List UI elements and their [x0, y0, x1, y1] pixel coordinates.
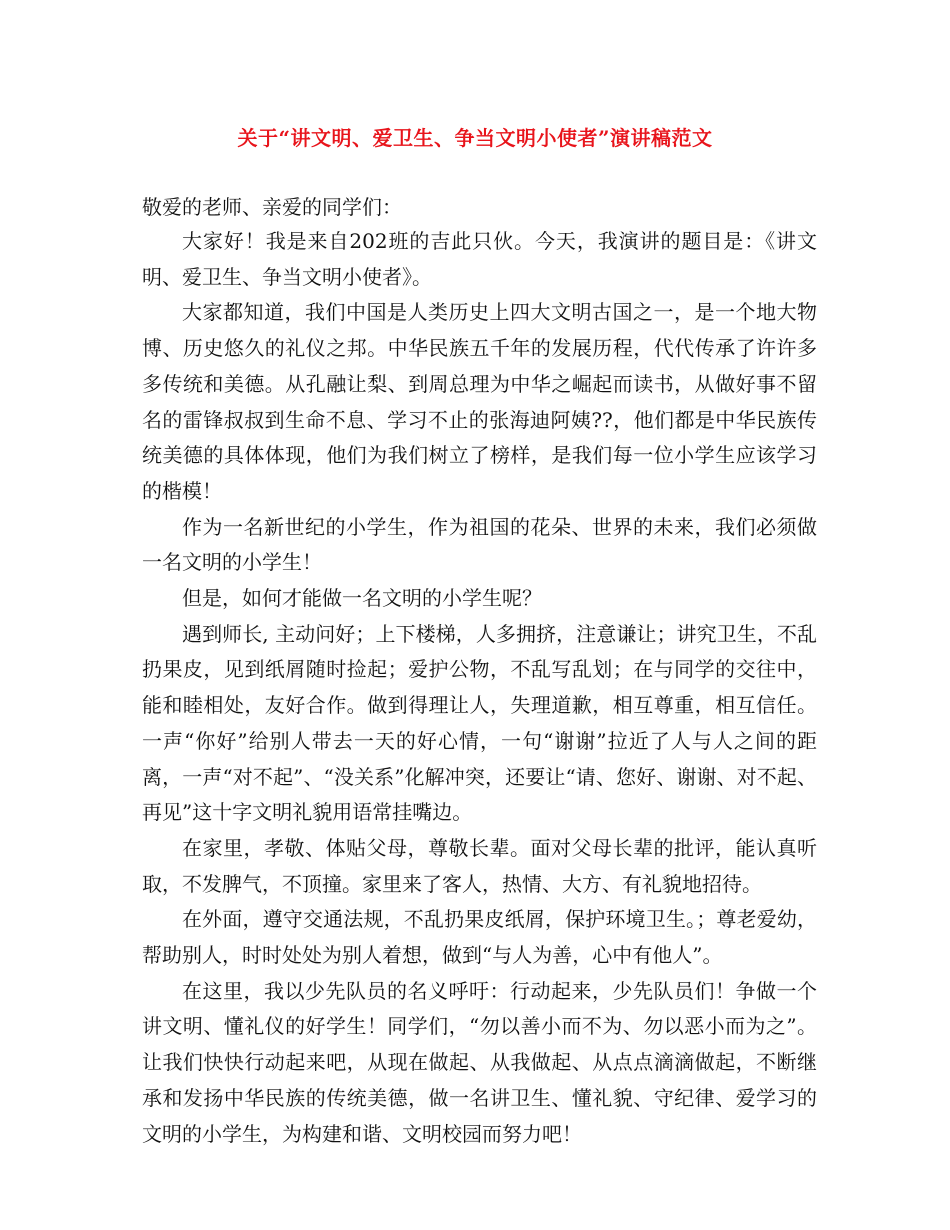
paragraph-civilization-history: 大家都知道，我们中国是人类历史上四大文明古国之一，是一个地大物博、历史悠久的礼仪之邦。中华民族五千年的发展历程，代代传承了许许多多传统和美德。从孔融让梨、到周总理为中华之崛起而读书，从做好事不留名的雷锋叔叔到生命不息、学习不止的张海迪阿姨??，他们都是中华民族传统美德的具体体现，他们为我们树立了榜样，是我们每一位小学生应该学习的楷模！: [142, 300, 817, 503]
paragraph-outside: 在外面，遵守交通法规，不乱扔果皮纸屑，保护环境卫生。；尊老爱幼，帮助别人，时时处处为别人着想，做到“与人为善，心中有他人”。: [142, 907, 817, 968]
paragraph-call-to-action: 在这里，我以少先队员的名义呼吁：行动起来，少先队员们！争做一个讲文明、懂礼仪的好学生！同学们，“勿以善小而不为、勿以恶小而为之”。让我们快快行动起来吧，从现在做起、从我做起、从点点滴滴做起，不断继承和发扬中华民族的传统美德，做一名讲卫生、懂礼貌、守纪律、爱学习的文明的小学生，为构建和谐、文明校园而努力吧！: [142, 978, 817, 1146]
document-title: 关于“讲文明、爱卫生、争当文明小使者”演讲稿范文: [237, 126, 713, 150]
paragraph-new-century-student: 作为一名新世纪的小学生，作为祖国的花朵、世界的未来，我们必须做一名文明的小学生！: [142, 514, 817, 575]
paragraph-greeting: 大家好！我是来自202班的吉此只伙。今天，我演讲的题目是：《讲文明、爱卫生、争当文明小使者》。: [142, 229, 817, 289]
document-body: [142, 224, 817, 1152]
paragraph-question: 但是，如何才能做一名文明的小学生呢？: [182, 586, 542, 611]
paragraph-at-home: 在家里，孝敬、体贴父母，尊敬长辈。面对父母长辈的批评，能认真听取，不发脾气，不顶撞。家里来了客人，热情、大方、有礼貌地招待。: [142, 835, 817, 896]
salutation: 敬爱的老师、亲爱的同学们：: [142, 195, 402, 219]
paragraph-school-manners: 遇到师长, 主动问好；上下楼梯，人多拥挤，注意谦让；讲究卫生，不乱扔果皮，见到纸屑随时捡起；爱护公物，不乱写乱划；在与同学的交往中，能和睦相处，友好合作。做到得理让人，失理道歉，相互尊重，相互信任。一声“你好”给别人带去一天的好心情，一句“谢谢”拉近了人与人之间的距离，一声“对不起”、“没关系”化解冲突，还要让“请、您好、谢谢、对不起、再见”这十字文明礼貌用语常挂嘴边。: [142, 621, 817, 825]
